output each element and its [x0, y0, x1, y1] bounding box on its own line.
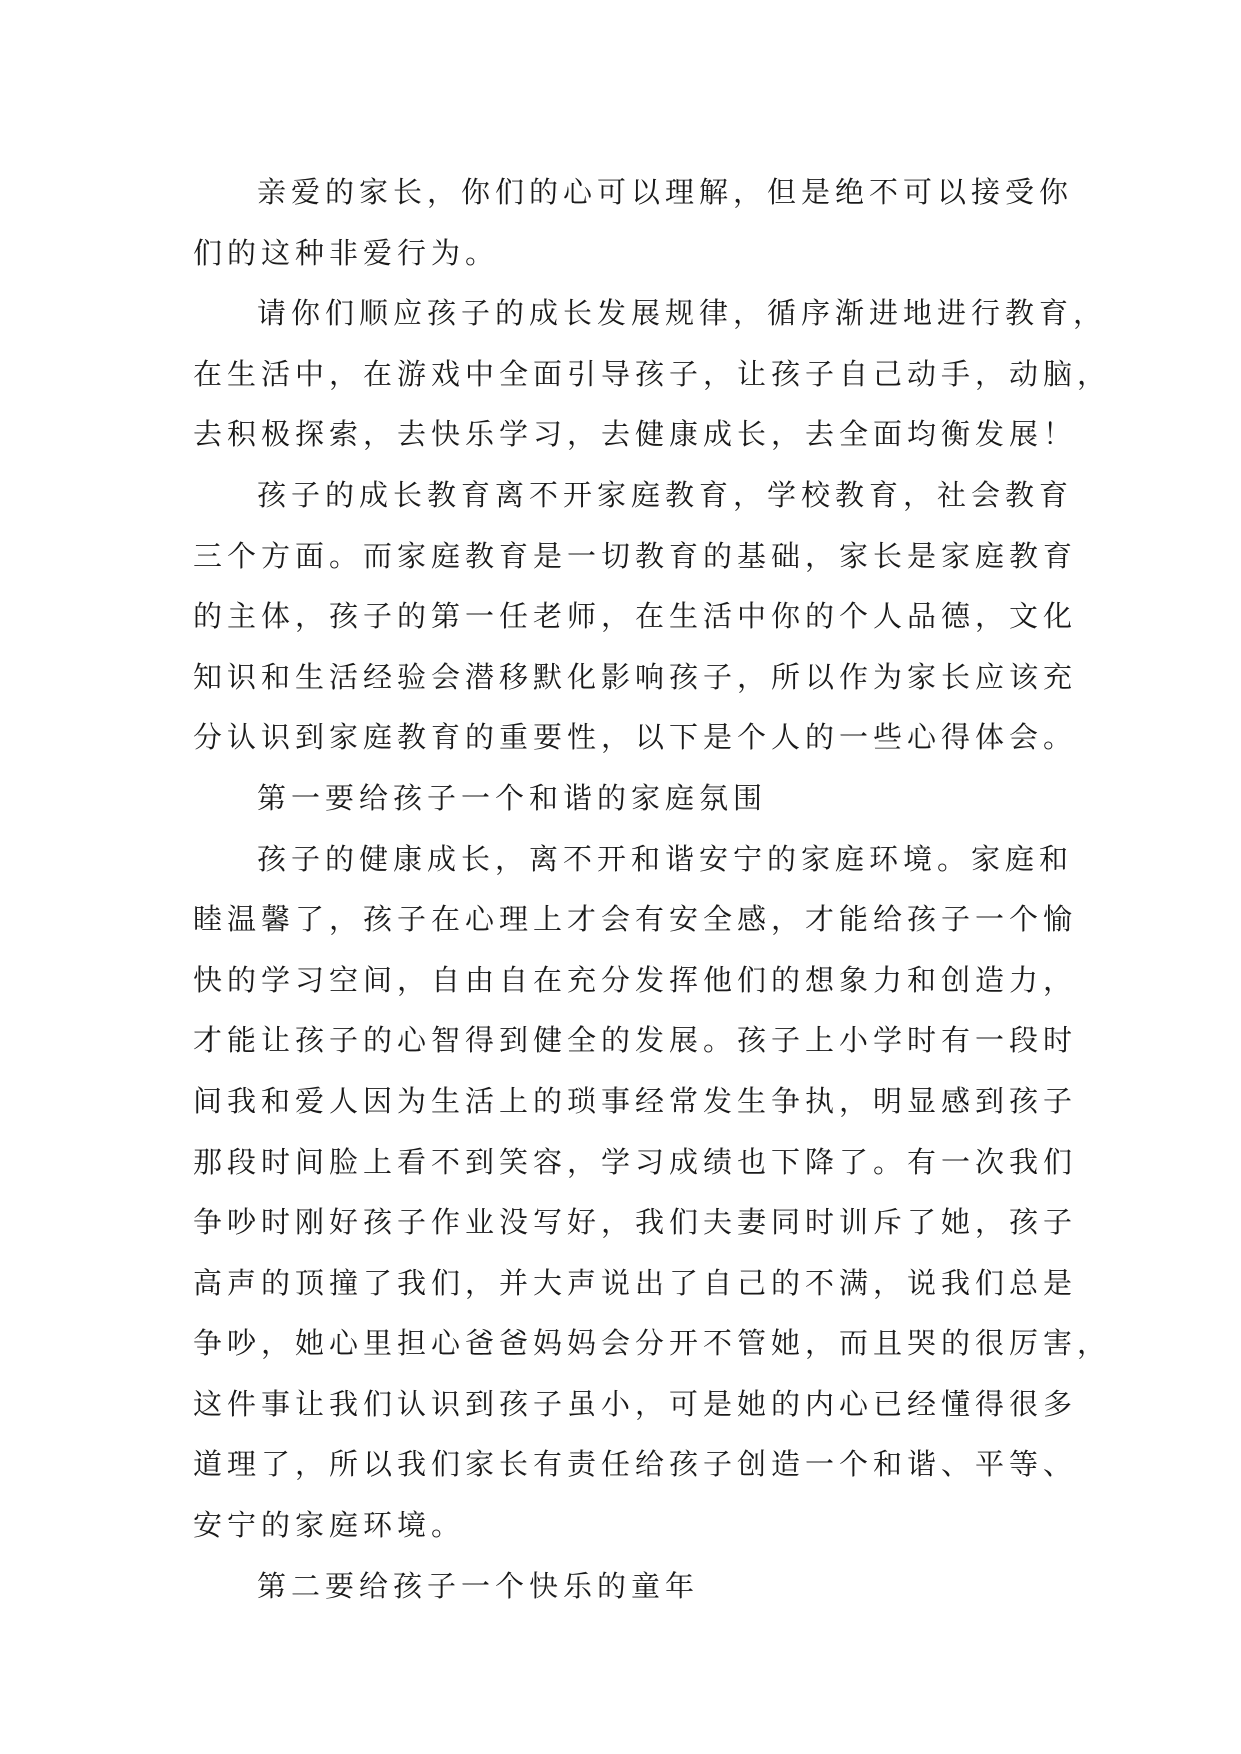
paragraph-line: 睦温馨了，孩子在心理上才会有安全感，才能给孩子一个愉: [193, 902, 1078, 937]
paragraph-line: 这件事让我们认识到孩子虽小，可是她的内心已经懂得很多: [193, 1386, 1078, 1421]
paragraph-line: 间我和爱人因为生活上的琐事经常发生争执，明显感到孩子: [193, 1083, 1078, 1118]
paragraph-line: 的主体，孩子的第一任老师，在生活中你的个人品德，文化: [193, 599, 1078, 634]
paragraph-line: 在生活中，在游戏中全面引导孩子，让孩子自己动手，动脑，: [193, 356, 1112, 391]
paragraph-line: 亲爱的家长，你们的心可以理解，但是绝不可以接受你: [257, 175, 1074, 209]
paragraph-line: 请你们顺应孩子的成长发展规律，循序渐进地进行教育，: [257, 296, 1108, 331]
paragraph-line: 道理了，所以我们家长有责任给孩子创造一个和谐、平等、: [193, 1447, 1078, 1482]
paragraph-line: 那段时间脸上看不到笑容，学习成绩也下降了。有一次我们: [193, 1144, 1078, 1179]
paragraph-line: 三个方面。而家庭教育是一切教育的基础，家长是家庭教育: [193, 538, 1078, 573]
paragraph-line: 高声的顶撞了我们，并大声说出了自己的不满，说我们总是: [193, 1265, 1078, 1300]
section-heading: 第一要给孩子一个和谐的家庭氛围: [257, 780, 768, 815]
section-heading: 第二要给孩子一个快乐的童年: [257, 1568, 700, 1603]
paragraph-line: 安宁的家庭环境。: [193, 1508, 466, 1543]
paragraph-line: 争吵，她心里担心爸爸妈妈会分开不管她，而且哭的很厉害，: [193, 1326, 1112, 1361]
paragraph-line: 们的这种非爱行为。: [193, 235, 500, 270]
paragraph-line: 知识和生活经验会潜移默化影响孩子，所以作为家长应该充: [193, 659, 1078, 694]
paragraph-line: 孩子的成长教育离不开家庭教育，学校教育，社会教育: [257, 477, 1074, 512]
paragraph-line: 快的学习空间，自由自在充分发挥他们的想象力和创造力，: [193, 962, 1078, 997]
body-text: [193, 162, 1112, 1616]
paragraph-line: 去积极探索，去快乐学习，去健康成长，去全面均衡发展！: [193, 417, 1078, 452]
paragraph-line: 孩子的健康成长，离不开和谐安宁的家庭环境。家庭和: [257, 841, 1074, 876]
paragraph-line: 才能让孩子的心智得到健全的发展。孩子上小学时有一段时: [193, 1023, 1078, 1058]
paragraph-line: 争吵时刚好孩子作业没写好，我们夫妻同时训斥了她，孩子: [193, 1205, 1078, 1240]
paragraph-line: 分认识到家庭教育的重要性，以下是个人的一些心得体会。: [193, 720, 1078, 755]
